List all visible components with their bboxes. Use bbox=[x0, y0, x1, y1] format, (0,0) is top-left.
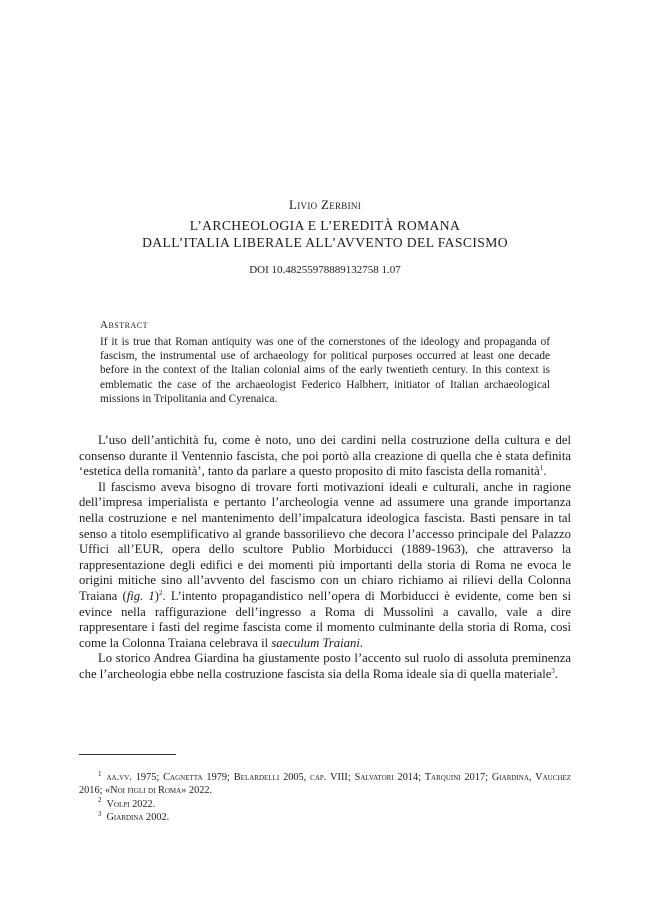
footnote-number: 1 bbox=[98, 769, 102, 778]
paragraph-3 bbox=[79, 651, 571, 682]
footnote-text: Giardina 2002. bbox=[106, 812, 170, 824]
paragraph-2-text-a: Il fascismo aveva bisogno di trovare forti motivazioni ideali e culturali, anche in ragione dell’impresa imperialista e pertanto l’archeologia venne ad assumere una grande importanza nella costruzione e nel mantenimento dell’impalcatura ideologica fascista. Basti pensare in tal senso a titolo esemplificativo al grande bassorilievo che decora l’accesso principale del Palazzo Uffici all’EUR, opera dello scultore Publio Morbiducci (1889-1963), che attraverso la rappresentazione degli edifici e dei momenti più importanti della storia di Roma ne evoca le origini mitiche sino all’avvento del fascismo con un chiaro richiamo ai rilievi della Colonna Traiana ( bbox=[79, 479, 571, 603]
punct: ) bbox=[154, 588, 160, 603]
article-title-line-2: DALL’ITALIA LIBERALE ALL’AVVENTO DEL FASCISMO bbox=[142, 235, 508, 250]
punct: . bbox=[554, 666, 559, 681]
figure-ref: fig. 1 bbox=[126, 588, 155, 603]
footnote-separator bbox=[79, 754, 176, 755]
footnote-ref-2: 2 bbox=[159, 588, 163, 597]
punct: . bbox=[543, 464, 547, 479]
abstract-heading: Abstract bbox=[100, 319, 148, 331]
body-text bbox=[79, 433, 571, 683]
footnote-2 bbox=[79, 798, 571, 811]
article-title-line-1: L’ARCHEOLOGIA E L’EREDITÀ ROMANA bbox=[189, 218, 461, 233]
italic-term: saeculum Traiani bbox=[271, 635, 360, 650]
footnote-number: 3 bbox=[98, 809, 102, 818]
footnote-ref-3: 3 bbox=[551, 666, 555, 675]
footnote-3 bbox=[79, 811, 571, 824]
abstract-text: If it is true that Roman antiquity was one of the cornerstones of the ideology and propaganda of fascism, the instrumental use of archaeology for political purposes occurred at least one decade before in the context of the Italian colonial aims of the early twentieth century. In this context is emblematic the case of the archaeologist Federico Halbherr, initiator of Italian archaeological missions in Tripolitania and Cyrenaica. bbox=[100, 336, 550, 405]
paragraph-2 bbox=[79, 480, 571, 652]
footnote-number: 2 bbox=[98, 796, 102, 805]
paragraph-1-text: L’uso dell’antichità fu, come è noto, uno dei cardini nella costruzione della cultura e del consenso durante il Ventennio fascista, che poi portò alla creazione di quella che è stata definita ‘estetica della romanità’, tanto da parlare a questo proposito di mito fascista della romanità bbox=[79, 433, 571, 479]
punct: . bbox=[359, 635, 364, 650]
paragraph-2-text-b: . L’intento propagandistico nell’opera di Morbiducci è evidente, come ben si evince nella raffigurazione dell’ingresso a Roma di Mussolini a cavallo, vale a dire rappresentare i fasti del regime fascista come il momento culminante della storia di Roma, così come la Colonna Traiana celebrava il bbox=[79, 588, 571, 650]
doi: DOI 10.48255978889132758 1.07 bbox=[249, 264, 401, 276]
footnote-text: aa.vv. 1975; Cagnetta 1979; Belardelli 2005, cap. VIII; Salvatori 2014; Tarquini 2017; Giardina, Vauchez 2016; «Noi figli di Roma» 2022. bbox=[79, 772, 571, 797]
footnotes bbox=[79, 771, 571, 825]
footnote-text: Volpi 2022. bbox=[106, 798, 156, 810]
paragraph-1 bbox=[79, 433, 571, 480]
footnote-1 bbox=[79, 771, 571, 798]
author-name: Livio Zerbini bbox=[288, 197, 362, 212]
footnote-ref-1: 1 bbox=[539, 463, 544, 472]
paragraph-3-text: Lo storico Andrea Giardina ha giustamente posto l’accento sul ruolo di assoluta preminenza che l’archeologia ebbe nella costruzione fascista sia della Roma ideale sia di quella materiale bbox=[79, 651, 571, 681]
